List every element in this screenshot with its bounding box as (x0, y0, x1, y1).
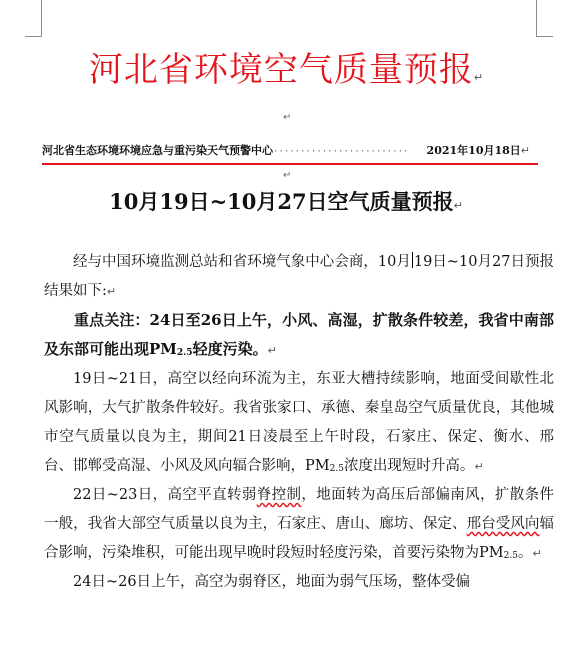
paragraph-mark-icon: ↵ (473, 71, 484, 84)
paragraph-24-26 (44, 568, 554, 597)
para1-text-a: 19日~21日，高空以经向环流为主，东亚大槽持续影响，地面受间歇性北风影响，大气扩散条件较好。我省张家口、承德、秦皇岛空气质量优良，其他城市空气质量以良为主，期间21日凌晨至上午时段，石家庄、保定、衡水、邢台、邯郸受高湿、小风及风向辐合影响，PM (44, 371, 554, 474)
intro-text-b: 19日~10月27日预报结果如下: (44, 254, 554, 299)
paragraph-mark-icon: ↵ (474, 460, 484, 473)
paragraph-mark-icon: ↵ (267, 344, 277, 357)
crop-mark-top-left (25, 0, 42, 37)
paragraph-mark-icon: ↵ (532, 547, 542, 560)
para2-text-c: 辐合影响，污染堆积，可能出现早晚时段短时轻度污染，首要污染物为PM (44, 516, 555, 561)
paragraph-mark-icon: ↵ (283, 112, 292, 123)
focus-subscript: 2.5 (176, 348, 193, 358)
paragraph-22-23 (44, 481, 554, 568)
forecast-title-text: 10月19日~10月27日空气质量预报 (109, 189, 454, 214)
paragraph-mark-icon: ↵ (520, 144, 530, 157)
para2-text-a: 22日~23日，高空平直转弱 (73, 487, 257, 503)
issuer-line (42, 142, 542, 158)
paragraph-mark-icon: ↵ (106, 285, 117, 298)
para3-text-a: 24日~26日上午，高空为弱脊区，地面为弱气压场，整体受偏 (73, 574, 471, 590)
focus-paragraph (44, 306, 554, 365)
intro-paragraph (44, 248, 554, 306)
focus-text-a: 重点关注：24日至26日上午，小风、高湿，扩散条件较差，我省中南部及东部可能出现PM (44, 311, 554, 358)
leader-dots: ························· (273, 147, 409, 157)
paragraph-mark-icon: ↵ (453, 199, 463, 212)
crop-mark-top-right (536, 0, 553, 37)
issuer-name: 河北省生态环境环境应急与重污染天气预警中心 (42, 144, 273, 157)
spellcheck-underline-2: 邢台受风向 (466, 516, 540, 532)
para1-subscript: 2.5 (329, 464, 344, 474)
issue-date-text: 2021年10月18日 (426, 144, 521, 157)
document-title-text: 河北省环境空气质量预报 (88, 50, 474, 90)
document-body[interactable] (44, 248, 554, 597)
intro-text-a: 经与中国环境监测总站和省环境气象中心会商，10月 (73, 254, 411, 270)
forecast-title (0, 187, 572, 221)
paragraph-19-21 (44, 365, 554, 481)
paragraph-mark-icon: ↵ (283, 170, 292, 181)
spellcheck-underline-1: 脊控制 (256, 487, 302, 503)
para2-text-b: ，地面转为高压后部偏南风，扩散条件一般，我省大部空气质量以良为主，石家庄、唐山、廊坊、保定、 (44, 487, 555, 532)
text-cursor (412, 252, 413, 268)
para1-text-b: 浓度出现短时升高。 (343, 458, 475, 474)
para2-text-d: 。 (517, 545, 533, 561)
document-title (0, 46, 572, 102)
red-divider (42, 163, 538, 165)
issue-date (427, 142, 530, 158)
para2-subscript: 2.5 (503, 551, 518, 561)
focus-text-b: 轻度污染。 (192, 340, 268, 358)
